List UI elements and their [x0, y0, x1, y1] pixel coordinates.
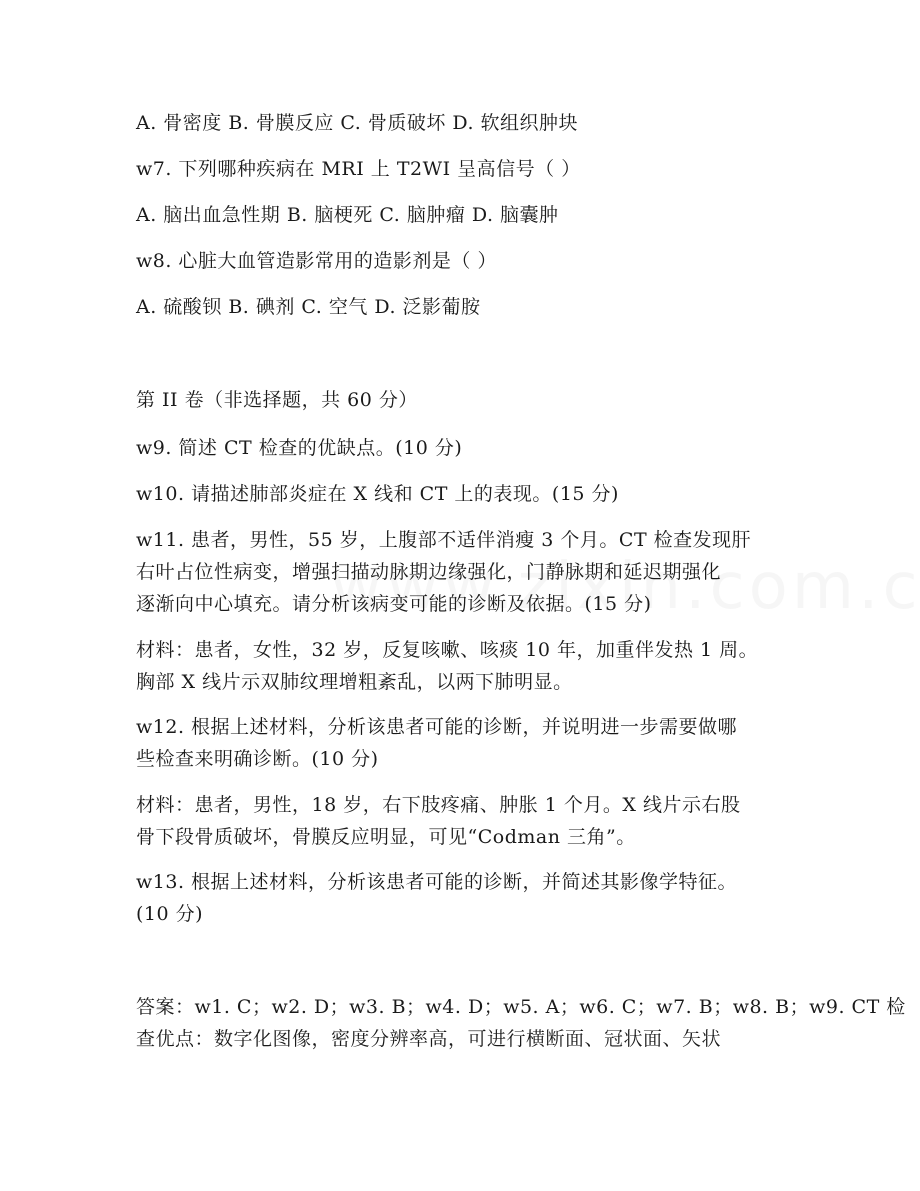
material2-line1: 材料：患者，男性，18 岁，右下肢疼痛、肿胀 1 个月。X 线片示右股	[136, 794, 741, 816]
q10: w10. 请描述肺部炎症在 X 线和 CT 上的表现。(15 分)	[136, 483, 619, 505]
material-2	[136, 789, 786, 853]
q13-line2: (10 分)	[136, 903, 204, 925]
q9: w9. 简述 CT 检查的优缺点。(10 分)	[136, 437, 463, 459]
q7-options: A. 脑出血急性期 B. 脑梗死 C. 脑肿瘤 D. 脑囊肿	[136, 204, 559, 226]
q8-options: A. 硫酸钡 B. 碘剂 C. 空气 D. 泛影葡胺	[136, 296, 481, 318]
answers	[136, 991, 906, 1055]
q11-line2: 右叶占位性病变，增强扫描动脉期边缘强化，门静脉期和延迟期强化	[136, 561, 722, 583]
section2-title: 第 II 卷（非选择题，共 60 分）	[136, 389, 418, 411]
q11	[136, 524, 786, 620]
q7-question: w7. 下列哪种疾病在 MRI 上 T2WI 呈高信号（ ）	[136, 158, 581, 180]
answers-line2: 查优点：数字化图像，密度分辨率高，可进行横断面、冠状面、矢状	[136, 1028, 722, 1050]
q6-options: A. 骨密度 B. 骨膜反应 C. 骨质破坏 D. 软组织肿块	[136, 112, 579, 134]
material1-line1: 材料：患者，女性，32 岁，反复咳嗽、咳痰 10 年，加重伴发热 1 周。	[136, 639, 759, 661]
q11-line3: 逐渐向中心填充。请分析该病变可能的诊断及依据。(15 分)	[136, 593, 652, 615]
answers-line1: 答案：w1. C；w2. D；w3. B；w4. D；w5. A；w6. C；w7. B；w8. B；w9. CT 检	[136, 996, 906, 1018]
q12-line1: w12. 根据上述材料，分析该患者可能的诊断，并说明进一步需要做哪	[136, 716, 738, 738]
material2-line2: 骨下段骨质破坏，骨膜反应明显，可见“Codman 三角”。	[136, 826, 636, 848]
q12-line2: 些检查来明确诊断。(10 分)	[136, 748, 379, 770]
q8-question: w8. 心脏大血管造影常用的造影剂是（ ）	[136, 250, 497, 272]
q11-line1: w11. 患者，男性，55 岁，上腹部不适伴消瘦 3 个月。CT 检查发现肝	[136, 529, 752, 551]
material1-line2: 胸部 X 线片示双肺纹理增粗紊乱，以两下肺明显。	[136, 671, 573, 693]
q13-line1: w13. 根据上述材料，分析该患者可能的诊断，并简述其影像学特征。	[136, 871, 738, 893]
q13	[136, 866, 786, 930]
material-1	[136, 634, 786, 698]
q12	[136, 711, 786, 775]
